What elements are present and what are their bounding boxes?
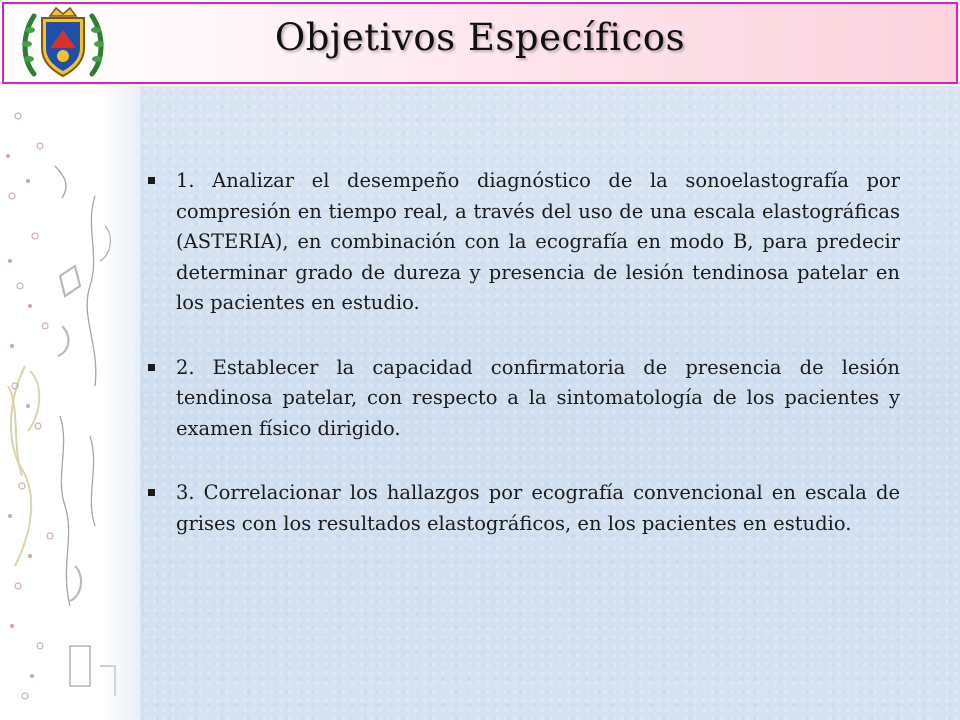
bullet-icon — [148, 177, 155, 184]
slide-header — [0, 0, 960, 86]
objective-text: 2. Establecer la capacidad confirmatoria de presencia de lesión tendinosa patelar, con respecto a la sintomatología de los pacientes y examen físico dirigido. — [176, 355, 900, 440]
slide-title: Objetivos Específicos — [274, 16, 686, 59]
bullet-icon — [148, 364, 155, 371]
objectives-list — [148, 166, 900, 573]
objective-text: 1. Analizar el desempeño diagnóstico de la sonoelastografía por compresión en tiempo real, a través del uso de una escala elastográficas (ASTERIA), en combinación con la ecografía en modo B, para predecir determinar grado de dureza y presencia de lesión tendinosa patelar en los pacientes en estudio. — [176, 169, 900, 314]
left-fade — [100, 86, 140, 720]
objective-item-2 — [148, 353, 900, 445]
objective-text: 3. Correlacionar los hallazgos por ecografía convencional en escala de grises con los resultados elastográficos, en los pacientes en estudio. — [176, 481, 900, 535]
objective-item-3 — [148, 478, 900, 539]
bullet-icon — [148, 489, 155, 496]
objective-item-1 — [148, 166, 900, 319]
university-crest-icon — [20, 4, 106, 82]
